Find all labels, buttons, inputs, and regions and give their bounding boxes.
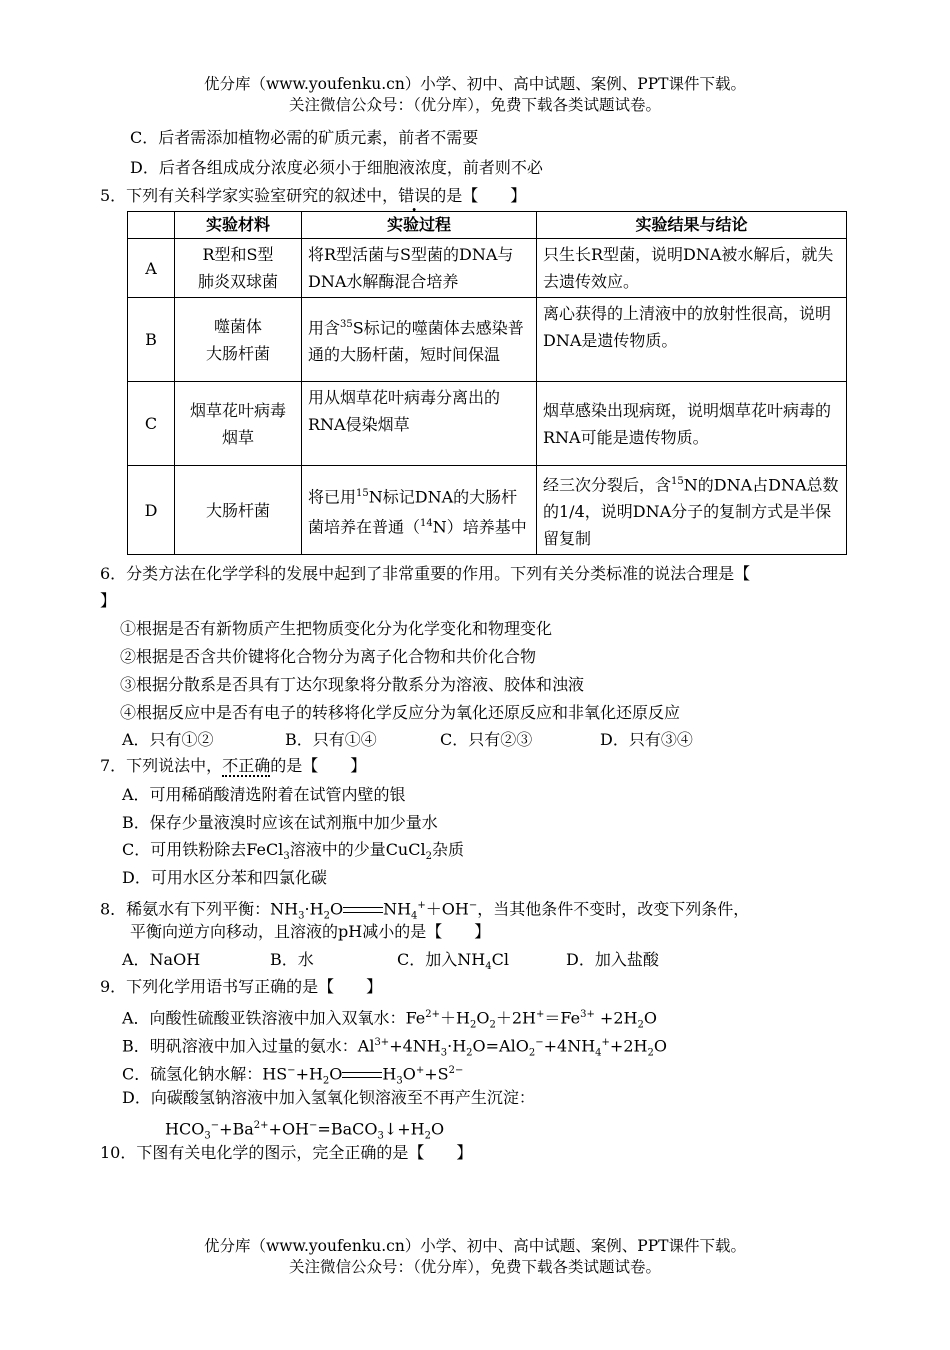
q9-option-c: C．硫氢化钠水解：$HS^-+H_2O$ $H_3O^++S^{2-}$ <box>122 1064 464 1087</box>
q8-stem-line-2: 平衡向逆方向移动，且溶液的pH减小的是【 】 <box>130 922 491 941</box>
q6-option-c: C．只有②③ <box>440 730 533 749</box>
q9-stem: 9．下列化学用语书写正确的是【 】 <box>100 977 383 996</box>
q10-stem: 10．下图有关电化学的图示，完全正确的是【 】 <box>100 1143 473 1162</box>
q8-option-a: A．NaOH <box>122 950 201 969</box>
equilibrium-arrow-icon <box>342 1069 382 1081</box>
table-row <box>128 382 847 466</box>
row-option: A <box>128 239 175 298</box>
q6-item-2: ②根据是否含共价键将化合物分为离子化合物和共价化合物 <box>120 647 537 666</box>
header-line-2: 关注微信公众号：（优分库），免费下载各类试题试卷。 <box>288 96 661 114</box>
q6-stem: 6．分类方法在化学学科的发展中起到了非常重要的作用。下列有关分类标准的说法合理是【 <box>100 564 751 583</box>
footer-line-2: 关注微信公众号：（优分库），免费下载各类试题试卷。 <box>288 1258 661 1276</box>
q6-option-b: B．只有①④ <box>285 730 377 749</box>
q7-option-c: C．可用铁粉除去FeCl$_3$溶液中的少量CuCl$_2$杂质 <box>122 840 464 863</box>
q6-stem-end: 】 <box>100 591 117 610</box>
q7-stem: 7．下列说法中，不正确的是【 】 <box>100 756 367 775</box>
q9-option-d-equation: $HCO_3^-+Ba^{2+}+OH^-=BaCO_3↓+H_2O$ <box>165 1119 445 1142</box>
row-result: 烟草感染出现病斑，说明烟草花叶病毒的RNA可能是遗传物质。 <box>537 382 847 466</box>
table-header-row <box>128 212 847 239</box>
q9-option-b: B．明矾溶液中加入过量的氨水：$Al^{3+}+4NH_3\cdot H_2O=AlO_2^-+4NH_4^++2H_2O$ <box>122 1036 667 1059</box>
q7-option-d: D．可用水区分苯和四氯化碳 <box>122 868 327 887</box>
table-row <box>128 239 847 298</box>
row-process: 用含$^{35}$S标记的噬菌体去感染普通的大肠杆菌，短时间保温 <box>302 298 537 382</box>
emphasis-error: 错误 <box>398 186 431 205</box>
q6-option-a: A．只有①② <box>122 730 214 749</box>
q8-option-d: D．加入盐酸 <box>566 950 659 969</box>
footer-line-1: 优分库（www.youfenku.cn）小学、初中、高中试题、案例、PPT课件下载。 <box>203 1237 747 1255</box>
q9-option-a: A．向酸性硫酸亚铁溶液中加入双氧水：$Fe^{2+}+H_2O_2+2H^+=Fe^{3+} +2H_2O$ <box>122 1008 657 1031</box>
q8-option-c: C．加入$NH_4Cl$ <box>397 950 509 973</box>
q6-option-d: D．只有③④ <box>600 730 693 749</box>
col-header-material: 实验材料 <box>175 212 302 239</box>
col-header-blank <box>128 212 175 239</box>
row-option: D <box>128 466 175 555</box>
row-material: 噬菌体 大肠杆菌 <box>175 298 302 382</box>
row-material: 烟草花叶病毒 烟草 <box>175 382 302 466</box>
row-result: 只生长R型菌，说明DNA被水解后，就失去遗传效应。 <box>537 239 847 298</box>
q6-item-4: ④根据反应中是否有电子的转移将化学反应分为氧化还原反应和非氧化还原反应 <box>120 703 681 722</box>
row-process: 将R型活菌与S型菌的DNA与DNA水解酶混合培养 <box>302 239 537 298</box>
q4-option-d: D．后者各组成成分浓度必须小于细胞液浓度，前者则不必 <box>130 158 543 177</box>
q7-option-b: B．保存少量液溴时应该在试剂瓶中加少量水 <box>122 813 438 832</box>
row-material: R型和S型 肺炎双球菌 <box>175 239 302 298</box>
q8-stem-line-1: 8．稀氨水有下列平衡：$NH_3\cdot H_2O$ $NH_4^++OH^-$，当其他条件不变时，改变下列条件， <box>100 899 750 922</box>
q6-item-3: ③根据分散系是否具有丁达尔现象将分散系分为溶液、胶体和浊液 <box>120 675 585 694</box>
table-row <box>128 298 847 382</box>
q4-option-c: C．后者需添加植物必需的矿质元素，前者不需要 <box>130 128 479 147</box>
q7-option-a: A．可用稀硝酸清选附着在试管内壁的银 <box>122 785 406 804</box>
q5-table <box>127 211 847 555</box>
table-row <box>128 466 847 555</box>
emphasis-incorrect: 不正确 <box>222 756 271 775</box>
row-option: B <box>128 298 175 382</box>
q9-option-d: D．向碳酸氢钠溶液中加入氢氧化钡溶液至不再产生沉淀： <box>122 1088 535 1107</box>
q8-option-b: B．水 <box>270 950 314 969</box>
col-header-result: 实验结果与结论 <box>537 212 847 239</box>
q6-item-1: ①根据是否有新物质产生把物质变化分为化学变化和物理变化 <box>120 619 553 638</box>
header-line-1: 优分库（www.youfenku.cn）小学、初中、高中试题、案例、PPT课件下载。 <box>203 75 747 93</box>
row-process: 用从烟草花叶病毒分离出的RNA侵染烟草 <box>302 382 537 466</box>
row-result: 离心获得的上清液中的放射性很高，说明DNA是遗传物质。 <box>537 298 847 382</box>
equilibrium-arrow-icon <box>343 904 383 916</box>
col-header-process: 实验过程 <box>302 212 537 239</box>
row-process: 将已用$^{15}$N标记DNA的大肠杆菌培养在普通（$^{14}$N）培养基中 <box>302 466 537 555</box>
row-result: 经三次分裂后，含$^{15}$N的DNA占DNA总数的1/4，说明DNA分子的复制方式是半保留复制 <box>537 466 847 555</box>
row-material: 大肠杆菌 <box>175 466 302 555</box>
row-option: C <box>128 382 175 466</box>
q5-stem: 5．下列有关科学家实验室研究的叙述中，错误的是【 】 <box>100 186 527 205</box>
